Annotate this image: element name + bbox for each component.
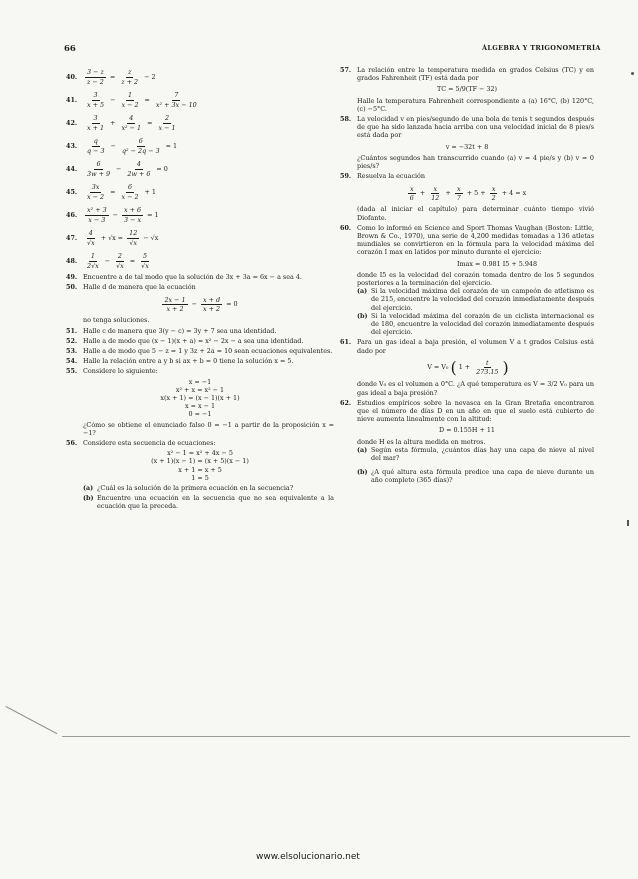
fraction: $\frac{4}{√x}$ [87,229,95,247]
problem-number: 40. [66,72,78,81]
problem-58-after: ¿Cuántos segundos han transcurrido cuando (a) v = 4 pie/s y (b) v = 0 pies/s? [357,153,594,171]
problem-text: Halle c de manera que 3(y − c) = 3y + 7 sea una identidad. [83,326,277,335]
problem-number: 62. [340,398,352,407]
problem-number: 54. [66,357,78,366]
problem-text: Encuentre a de tal modo que la solución de 3x + 3a = 6x − a sea 4. [83,273,302,281]
problem-47: 47. $\frac{4}{√x}$ + √x = $\frac{12}{√x}$ − √x [66,229,159,247]
problem-number: 52. [66,336,78,345]
scan-artifact-dot [631,72,634,75]
problem-text: La relación entre la temperatura medida en grados Celsius (TC) y en grados Fahrenheit (TF) está dada por [357,66,594,83]
problem-44: 44. $\frac{6}{3w + 9}$ − $\frac{4}{2w + 6}$ = 0 [66,160,168,178]
sequence-line: 1 = 5 [191,473,209,482]
fraction: $\frac{3x}{x - 2}$ [87,183,105,201]
problem-59-equation: $\frac{x}{6}$ + $\frac{x}{12}$ + $\frac{x}{7}$ + 5 + $\frac{x}{2}$ + 4 = x [409,184,527,202]
problem-62 [340,399,594,424]
fraction: $\frac{x + 6}{3 - x}$ [124,206,142,224]
problem-text: Resuelva la ecuación [357,172,426,181]
right-column [340,66,594,485]
problem-50-after: no tenga soluciones. [83,316,150,325]
problem-61 [340,338,594,354]
problem-text: Como lo informó en Science and Sport Thomas Vaughan (Boston: Little, Brown & Co., 1970), una serie de 4,200 medidas tomadas a 136 atletas mundiales se convirtieron en la fórmula para la velocidad máxima del corazón I max en latidos por minuto durante el ejercicio: [357,223,594,257]
fraction: $\frac{1}{x - 2}$ [121,91,139,109]
fraction: $\frac{z}{z + 2}$ [121,68,139,86]
part-label: (a) [357,287,368,296]
fraction: $\frac{3}{x + 5}$ [87,91,105,109]
derivation-line: x = x − 1 [184,402,216,411]
left-column [66,66,334,511]
problem-42: 42. $\frac{3}{x + 1}$ + $\frac{4}{\text{x² − 1}}$ = $\frac{2}{x - 1}$ [66,114,176,132]
part-label: (b) [357,468,368,477]
part-label: (b) [83,494,94,503]
problem-52 [66,337,334,345]
problem-text: La velocidad v en pies/segundo de una bola de tenis t segundos después de que ha sido lanzada hacia arriba con una velocidad inicial de 8 pies/s está dada por [357,115,594,140]
derivation-line: x² + x = x² − 1 [175,385,225,394]
problem-45: 45. $\frac{3x}{x - 2}$ = $\frac{6}{x - 2}$ + 1 [66,183,156,201]
fraction: $\frac{6}{x - 2}$ [121,183,139,201]
problem-56-sequence [66,449,334,482]
sequence-line: x² − 1 = x² + 4x − 5 [167,449,233,458]
derivation-line: x(x + 1) = (x − 1)(x + 1) [160,394,240,403]
problem-number: 50. [66,283,78,292]
problem-number: 61. [340,338,352,347]
problem-51 [66,327,334,335]
fraction: $\frac{6}{\text{q² − 2q − 3}}$ [121,137,160,155]
problem-number: 51. [66,326,78,335]
derivation-line: x = −1 [188,377,212,386]
problem-number: 57. [340,66,352,74]
part-text: Encuentre una ecuación en la secuencia que no sea equivalente a la ecuación que la preceda. [97,494,334,511]
part-text: Si la velocidad máxima del corazón de un campeón de atletismo es de 215, encuentre la velocidad del corazón inmediatamente después del ejercicio. [371,287,594,312]
problem-60-part-b [357,312,594,337]
problem-text: Considere esta secuencia de ecuaciones: [83,439,216,448]
sequence-line: x + 1 = x + 5 [178,465,222,474]
part-label: (a) [357,445,368,454]
problem-text: Halle d de manera que la ecuación [83,283,196,292]
problem-number: 47. [66,233,78,242]
problem-43: 43. $\frac{q}{q - 3}$ − $\frac{6}{\text{q² − 2q − 3}}$ = 1 [66,137,178,155]
problem-41: 41. $\frac{3}{x + 5}$ − $\frac{1}{x - 2}$ = $\frac{7}{\text{x² + 3x − 10}}$ [66,91,197,109]
problem-49 [66,273,334,281]
sequence-line: (x + 1)(x − 1) = (x + 5)(x − 1) [151,457,249,466]
problem-56 [66,439,334,447]
part-label: (b) [357,311,368,320]
problem-text: Considere lo siguiente: [83,367,158,376]
problem-59-after: (dada al iniciar el capítulo) para determinar cuánto tiempo vivió Diofante. [357,205,594,222]
problem-number: 59. [340,172,352,181]
problem-text: Halle la relación entre a y b si ax + b = 0 tiene la solución x = 5. [83,357,294,366]
fraction: $\frac{2x - 1}{x + 2}$ [164,295,186,313]
scan-artifact-line [6,706,58,734]
running-head: ÁLGEBRA Y TRIGONOMETRÍA [482,44,601,52]
fraction: $\frac{4}{\text{x² − 1}}$ [121,114,142,132]
part-text: ¿Cuál es la solución de la primera ecuación en la secuencia? [97,484,294,493]
problem-number: 44. [66,164,78,173]
problem-50-equation: $\frac{2x - 1}{x + 2}$ − $\frac{x + d}{x + 2}$ = 0 [164,295,238,313]
fraction: $\frac{x}{12}$ [431,184,440,202]
problem-number: 60. [340,223,352,232]
fraction: $\frac{q}{q - 3}$ [87,137,105,155]
problem-54 [66,357,334,365]
problem-55-derivation [66,378,334,419]
fraction: $\frac{5}{√x}$ [141,252,149,270]
fraction: $\frac{3}{x + 1}$ [87,114,105,132]
problem-57-after: Halle la temperatura Fahrenheit correspondiente a (a) 16°C, (b) 120°C, (c) −5°C. [357,96,594,113]
problem-60 [340,224,594,257]
problem-text: Estudios empíricos sobre la nevasca en la Gran Bretaña encontraron que el número de días D en un año en que el suelo está cubierto de nieve aumenta linealmente con la altitud: [357,398,594,424]
problem-57-formula: TC = 5/9(TF − 32) [436,85,498,94]
fraction: $\frac{x}{2}$ [491,184,496,202]
problem-62-after: donde H es la altura medida en metros. [357,437,486,446]
problem-text: Halle a de modo que (x − 1)(x + a) = x² − 2x − a sea una identidad. [83,336,304,345]
problem-number: 49. [66,273,78,281]
fraction: $\frac{12}{√x}$ [129,229,138,247]
problem-number: 42. [66,118,78,127]
problem-number: 46. [66,210,78,219]
footer-url-link[interactable]: www.elsolucionario.net [256,852,360,862]
problem-58-formula: v = −32t + 8 [445,142,489,151]
problem-46: 46. $\frac{\text{x² + 3}}{x - 3}$ − $\frac{x + 6}{3 - x}$ = 1 [66,206,159,224]
problem-61-after: donde V₀ es el volumen a 0°C. ¿A qué temperatura es V = 3/2 V₀ para un gas ideal a baja presión? [357,380,594,397]
problem-56-part-a [83,484,334,492]
problem-56-part-b [83,494,334,510]
scan-artifact-rule [62,736,630,737]
fraction: $\frac{6}{3w + 9}$ [87,160,111,178]
fraction: $\frac{\text{x² + 3}}{x - 3}$ [87,206,107,224]
fraction: $\frac{4}{2w + 6}$ [127,160,151,178]
problem-number: 58. [340,115,352,124]
problem-62-formula: D = 0.155H + 11 [439,426,495,435]
problem-number: 43. [66,141,78,150]
problem-60-formula: Imax = 0.981 I5 + 5.948 [456,259,538,268]
problem-number: 56. [66,439,78,448]
fraction: $\frac{x + d}{x + 2}$ [202,295,221,313]
problem-number: 53. [66,347,78,356]
problem-55 [66,367,334,375]
fraction: $\frac{2}{√x}$ [116,252,124,270]
problem-50 [66,283,334,291]
problem-57 [340,66,594,82]
fraction: $\frac{t}{273.15}$ [476,358,499,377]
problem-55-after: ¿Cómo se obtiene el enunciado falso 0 = −1 a partir de la proposición x = −1? [83,420,334,437]
problem-48: 48. $\frac{1}{2√x}$ − $\frac{2}{√x}$ = $\frac{5}{√x}$ [66,252,149,270]
problem-text: Para un gas ideal a baja presión, el volumen V a t grados Celsius está dado por [357,338,594,355]
problem-59 [340,172,594,180]
problem-text: Halle a de modo que 5 − z = 1 y 3z + 2a = 10 sean ecuaciones equivalentes. [83,347,333,356]
problem-number: 55. [66,367,78,376]
fraction: $\frac{x}{7}$ [456,184,461,202]
part-text: Si la velocidad máxima del corazón de un ciclista internacional es de 180, encuentre la velocidad del corazón inmediatamente después del ejercicio. [371,311,594,337]
part-label: (a) [83,484,94,493]
page-number: 66 [64,44,76,54]
fraction: $\frac{7}{\text{x² + 3x − 10}}$ [155,91,197,109]
problem-60-after: donde I5 es la velocidad del corazón tomada dentro de los 5 segundos posteriores a la terminación del ejercicio. [357,270,594,288]
problem-62-part-a [357,446,594,462]
part-text: Según esta fórmula, ¿cuántos días hay una capa de nieve al nivel del mar? [371,445,594,462]
problem-62-part-b [357,468,594,484]
problem-53 [66,347,334,355]
problem-40: 40. $\frac{3 - z}{z - 2}$ = $\frac{z}{z + 2}$ − 2 [66,68,156,86]
problem-58 [340,115,594,140]
scan-artifact-tick [627,520,629,526]
fraction: $\frac{3 - z}{z - 2}$ [87,68,104,86]
fraction: $\frac{2}{x - 1}$ [158,114,176,132]
derivation-line: 0 = −1 [188,410,212,419]
problem-number: 48. [66,256,78,265]
problem-number: 41. [66,95,78,104]
problem-60-part-a [357,287,594,312]
problem-number: 45. [66,187,78,196]
fraction: $\frac{1}{2√x}$ [87,252,99,270]
fraction: $\frac{x}{6}$ [409,184,414,202]
problem-61-formula: V = V₀ ( 1 + $\frac{t}{273.15}$ ) [427,357,509,377]
part-text: ¿A qué altura esta fórmula predice una capa de nieve durante un año completo (365 días)? [371,468,594,485]
